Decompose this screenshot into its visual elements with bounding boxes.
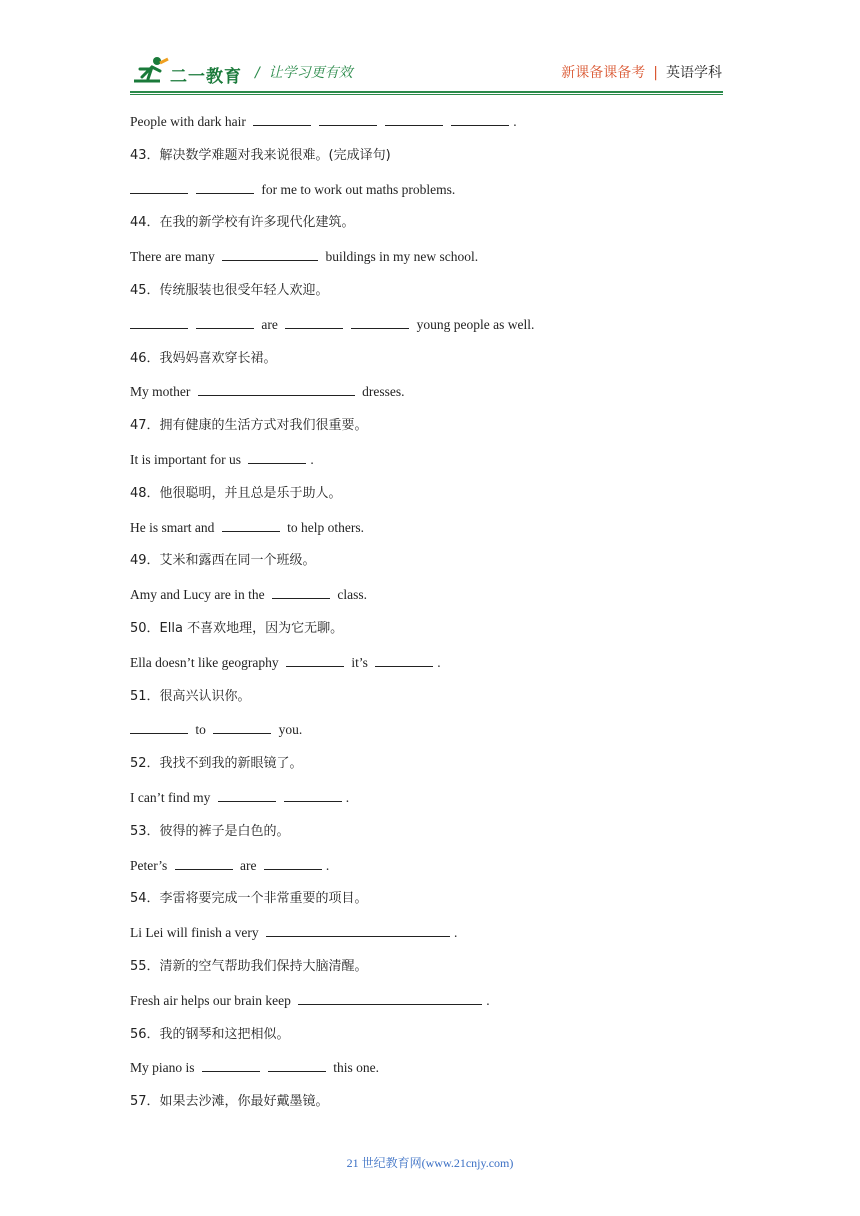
exercise-content: [130, 111, 730, 1125]
slogan: / 让学习更有效: [255, 65, 353, 81]
answer-line: Peter’s are .: [130, 855, 730, 889]
question-54: 54．李雷将要完成一个非常重要的项目。: [130, 891, 368, 907]
answer-line: to you.: [130, 719, 730, 753]
question-46: 46．我妈妈喜欢穿长裙。: [130, 350, 277, 366]
question-44: 44．在我的新学校有许多现代化建筑。: [130, 215, 355, 231]
question-57: 57．如果去沙滩，你最好戴墨镜。: [130, 1094, 329, 1110]
question-49: 49．艾米和露西在同一个班级。: [130, 553, 316, 569]
page-header: [0, 0, 860, 100]
question-43: 43．解决数学难题对我来说很难。(完成译句): [130, 147, 391, 163]
question-55: 55．清新的空气帮助我们保持大脑清醒。: [130, 958, 368, 974]
question-51: 51．很高兴认识你。: [130, 688, 251, 704]
question-48: 48．他很聪明，并且总是乐于助人。: [130, 485, 342, 501]
header-divider-thin: [130, 94, 723, 95]
question-52: 52．我找不到我的新眼镜了。: [130, 756, 303, 772]
answer-line: for me to work out maths problems.: [130, 179, 730, 213]
answer-line: It is important for us .: [130, 449, 730, 483]
question-53: 53．彼得的裤子是白色的。: [130, 823, 290, 839]
answer-line: Fresh air helps our brain keep .: [130, 990, 730, 1024]
question-56: 56．我的钢琴和这把相似。: [130, 1026, 290, 1042]
answer-line: There are many buildings in my new school.: [130, 246, 730, 280]
answer-line: My mother dresses.: [130, 381, 730, 415]
answer-line: People with dark hair .: [130, 111, 730, 145]
question-47: 47．拥有健康的生活方式对我们很重要。: [130, 418, 368, 434]
answer-line: My piano is this one.: [130, 1057, 730, 1091]
logo-text: 二一教育: [170, 67, 242, 87]
subject-label: 新课备课备考 | 英语学科: [561, 65, 722, 81]
answer-line: are young people as well.: [130, 314, 730, 348]
answer-line: Ella doesn’t like geography it’s .: [130, 652, 730, 686]
answer-line: He is smart and to help others.: [130, 517, 730, 551]
answer-line: Li Lei will finish a very .: [130, 922, 730, 956]
header-divider: [130, 91, 723, 93]
page-footer: 21 世纪教育网(www.21cnjy.com): [346, 1156, 514, 1170]
answer-line: Amy and Lucy are in the class.: [130, 584, 730, 618]
question-45: 45．传统服装也很受年轻人欢迎。: [130, 282, 329, 298]
answer-line: I can’t find my .: [130, 787, 730, 821]
question-50: 50．Ella 不喜欢地理，因为它无聊。: [130, 620, 344, 636]
